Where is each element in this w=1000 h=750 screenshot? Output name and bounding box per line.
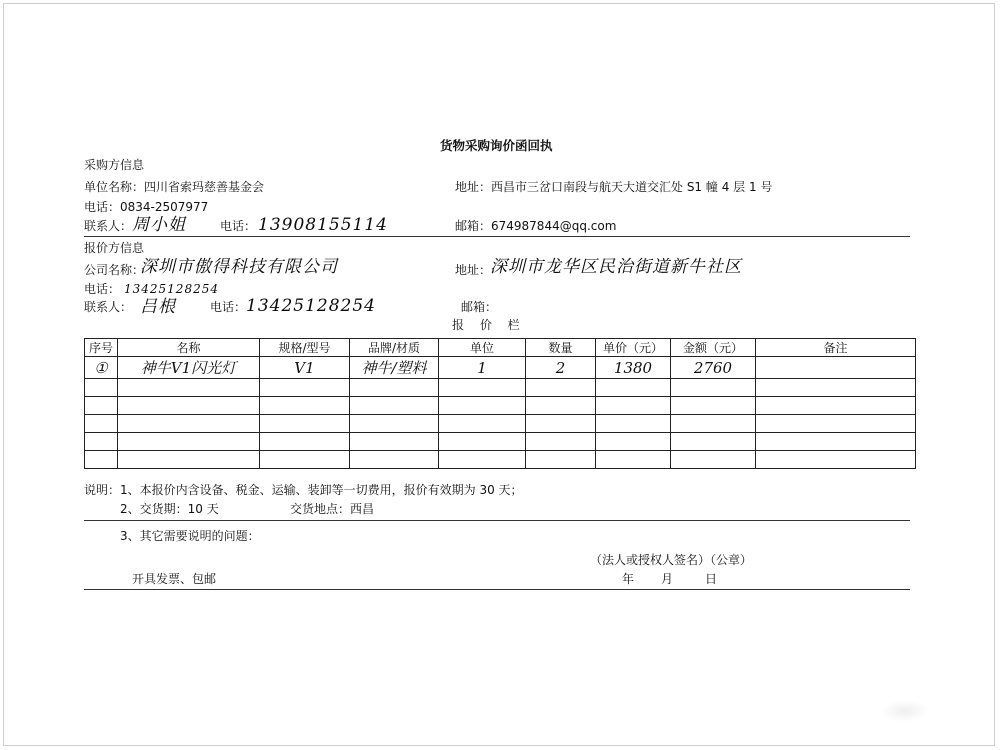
header-name: 名称 — [118, 339, 260, 357]
header-amount: 金额（元） — [671, 339, 756, 357]
quoter-address-handwritten: 深圳市龙华区民治街道新牛社区 — [490, 257, 742, 277]
quoter-contact-phone-handwritten: 13425128254 — [246, 296, 376, 316]
quoter-company-handwritten: 深圳市傲得科技有限公司 — [140, 257, 338, 277]
quoter-contact-handwritten: 吕根 — [140, 297, 176, 317]
note-delivery-place: 交货地点：西昌 — [290, 502, 375, 516]
cell-name: 神牛V1闪光灯 — [118, 357, 260, 379]
quote-section-title: 报 价 栏 — [452, 318, 526, 332]
header-remarks: 备注 — [756, 339, 916, 357]
quoter-email-label: 邮箱： — [461, 300, 498, 314]
buyer-email: 邮箱：674987844@qq.com — [455, 219, 617, 233]
note-line-3: 3、其它需要说明的问题： — [120, 529, 260, 543]
header-spec: 规格/型号 — [260, 339, 350, 357]
signature-year: 年 — [622, 572, 635, 586]
buyer-address: 地址：西昌市三岔口南段与航天大道交汇处 S1 幢 4 层 1 号 — [455, 180, 773, 194]
quoter-section-label: 报价方信息 — [84, 241, 145, 255]
table-row-empty — [85, 451, 916, 469]
cell-amount: 2760 — [671, 357, 756, 379]
quoter-phone-label: 电话： — [84, 282, 121, 296]
cell-unit-price: 1380 — [596, 357, 671, 379]
quoter-address-label: 地址： — [455, 263, 492, 277]
buyer-contact-handwritten: 周小姐 — [132, 215, 186, 235]
table-row — [85, 357, 916, 379]
signature-month: 月 — [661, 572, 674, 586]
scan-smudge — [880, 700, 930, 722]
cell-spec: V1 — [260, 357, 350, 379]
note-answer: 开具发票、包邮 — [132, 572, 217, 586]
note-delivery-time: 2、交货期：10 天 — [120, 502, 219, 516]
quoter-company-label: 公司名称： — [84, 263, 145, 277]
cell-brand: 神牛/塑料 — [350, 357, 439, 379]
buyer-contact-label: 联系人： — [84, 219, 133, 233]
quote-table — [84, 338, 916, 469]
header-brand: 品牌/材质 — [350, 339, 439, 357]
buyer-contact-phone-handwritten: 13908155114 — [258, 215, 388, 235]
bottom-divider — [84, 589, 910, 590]
table-header-row — [85, 339, 916, 357]
header-qty: 数量 — [526, 339, 596, 357]
buyer-unit-name: 单位名称：四川省索玛慈善基金会 — [84, 180, 265, 194]
quoter-phone-handwritten: 13425128254 — [124, 282, 219, 296]
cell-qty: 2 — [526, 357, 596, 379]
cell-seq: ① — [85, 357, 118, 379]
header-seq: 序号 — [85, 339, 118, 357]
buyer-contact-phone-label: 电话： — [220, 219, 257, 233]
buyer-section-label: 采购方信息 — [84, 158, 145, 172]
header-unit: 单位 — [439, 339, 526, 357]
quoter-contact-label: 联系人： — [84, 300, 133, 314]
buyer-phone: 电话：0834-2507977 — [84, 200, 209, 214]
notes-divider — [84, 520, 910, 521]
header-unit-price: 单价（元） — [596, 339, 671, 357]
document-title: 货物采购询价函回执 — [440, 138, 553, 153]
cell-unit: 1 — [439, 357, 526, 379]
table-row-empty — [85, 379, 916, 397]
cell-remarks — [756, 357, 916, 379]
table-row-empty — [85, 397, 916, 415]
section-divider — [84, 236, 910, 237]
signature-day: 日 — [705, 572, 718, 586]
table-row-empty — [85, 433, 916, 451]
table-row-empty — [85, 415, 916, 433]
signature-label: （法人或授权人签名）（公章） — [590, 553, 753, 567]
quoter-contact-phone-label: 电话： — [210, 300, 247, 314]
note-line-1: 说明：1、本报价内含设备、税金、运输、装卸等一切费用，报价有效期为 30 天； — [84, 483, 523, 497]
